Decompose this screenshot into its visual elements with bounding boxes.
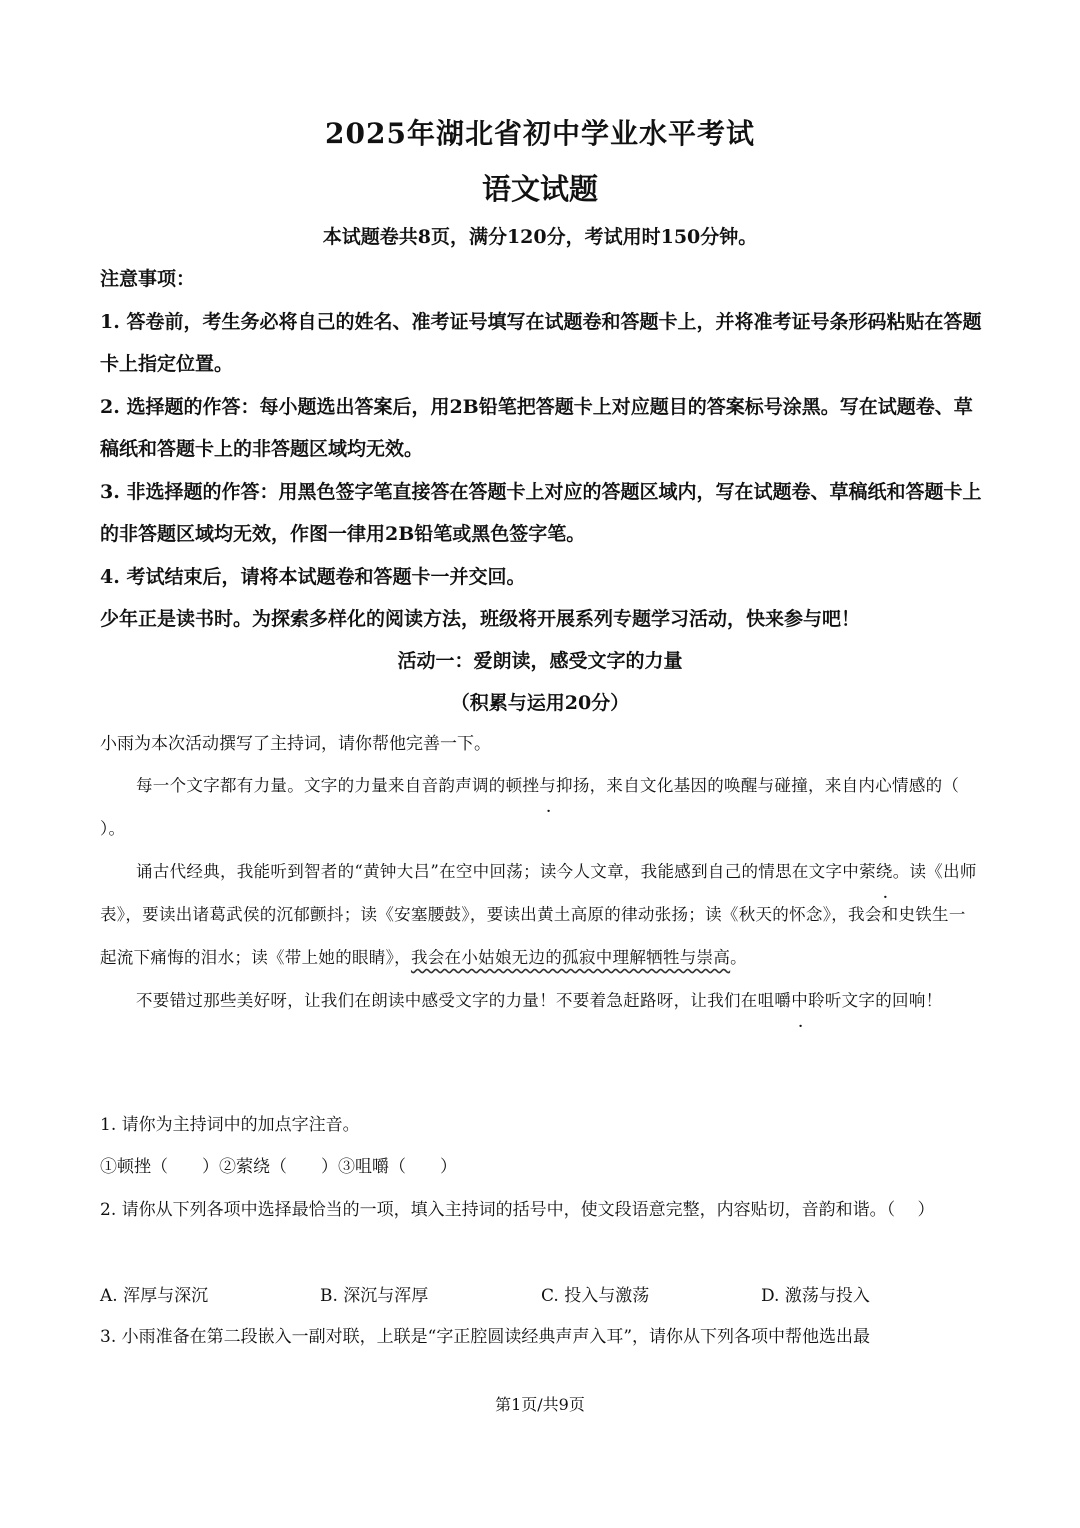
dotted-char: 萦 bbox=[859, 862, 876, 881]
exam-meta: 本试题卷共8页，满分120分，考试用时150分钟。 bbox=[322, 226, 758, 248]
exam-subtitle: 语文试题 bbox=[481, 172, 598, 206]
dotted-char: 挫 bbox=[522, 776, 540, 795]
script-text: 中聆听文字的回响！ bbox=[791, 991, 943, 1010]
script-paragraph-1 bbox=[100, 764, 980, 850]
notice-item-1: 1. 答卷前，考生务必将自己的姓名、准考证号填写在试题卷和答题卡上，并将准考证号条形码粘贴在答题卡上指定位置。 bbox=[100, 310, 982, 375]
script-text: 每一个文字都有力量。文字的力量来自音韵声调的顿 bbox=[136, 776, 523, 795]
question-3: 3. 小雨准备在第二段嵌入一副对联，上联是“字正腔圆读经典声声入耳”，请你从下列各项中帮他选出最 bbox=[100, 1327, 871, 1347]
notice-item-2: 2. 选择题的作答：每小题选出答案后，用2B铅笔把答题卡上对应题目的答案标号涂黑。写在试题卷、草稿纸和答题卡上的非答题区域均无效。 bbox=[100, 395, 973, 460]
question-2: 2. 请你从下列各项中选择最恰当的一项，填入主持词的括号中，使文段语意完整，内容贴切，音韵和谐。（ ） bbox=[100, 1200, 935, 1220]
option-d: D. 激荡与投入 bbox=[761, 1286, 870, 1306]
host-script bbox=[100, 764, 980, 1022]
option-b: B. 深沉与浑厚 bbox=[320, 1286, 429, 1306]
script-text: 与抑扬，来自文化基因的唤醒与碰撞，来自内心情感的（ ）。 bbox=[100, 776, 982, 838]
section-label: （积累与运用20分） bbox=[450, 692, 630, 714]
notice-item-3: 3. 非选择题的作答：用黑色签字笔直接答在答题卡上对应的答题区域内，写在试题卷、草稿纸和答题卡上的非答题区域均无效，作图一律用2B铅笔或黑色签字笔。 bbox=[100, 480, 982, 545]
notice-item-4: 4. 考试结束后，请将本试题卷和答题卡一并交回。 bbox=[100, 565, 526, 588]
script-text: 绕。读《出师表》，要读出诸葛武侯的沉郁颤抖；读《安塞腰鼓》，要读出黄土高原的律动张扬；读《秋天的怀念》，我会和史铁生一起流下痛悔的泪水；读《带上她的眼睛》， bbox=[100, 862, 977, 967]
notice-section bbox=[100, 258, 990, 641]
exam-title: 2025年湖北省初中学业水平考试 bbox=[325, 117, 755, 150]
script-text: 诵古代经典，我能听到智者的“黄钟大吕”在空中回荡；读今人文章，我能感到自己的情思在文字中 bbox=[136, 862, 860, 881]
prompt-text: 小雨为本次活动撰写了主持词，请你帮他完善一下。 bbox=[100, 734, 491, 754]
option-c: C. 投入与激荡 bbox=[541, 1286, 650, 1306]
dotted-char: 嚼 bbox=[774, 991, 792, 1010]
question-1: 1. 请你为主持词中的加点字注音。 bbox=[100, 1115, 360, 1135]
option-a: A. 浑厚与深沉 bbox=[100, 1286, 209, 1306]
script-text: 不要错过那些美好呀，让我们在朗读中感受文字的力量！不要着急赶路呀，让我们在咀 bbox=[136, 991, 775, 1010]
script-paragraph-3 bbox=[100, 979, 980, 1022]
intro-text: 少年正是读书时。为探索多样化的阅读方法，班级将开展系列专题学习活动，快来参与吧！ bbox=[100, 608, 861, 630]
activity-title: 活动一：爱朗读，感受文字的力量 bbox=[397, 650, 683, 672]
script-paragraph-2 bbox=[100, 850, 980, 979]
question-1-blanks: ①顿挫（ ）②萦绕（ ）③咀嚼（ ） bbox=[100, 1157, 457, 1177]
script-text: 。 bbox=[730, 948, 747, 967]
wavy-underlined-sentence: 我会在小姑娘无边的孤寂中理解牺牲与崇高 bbox=[410, 948, 731, 967]
notice-heading: 注意事项： bbox=[100, 268, 196, 290]
page-number: 第1页/共9页 bbox=[495, 1395, 585, 1414]
